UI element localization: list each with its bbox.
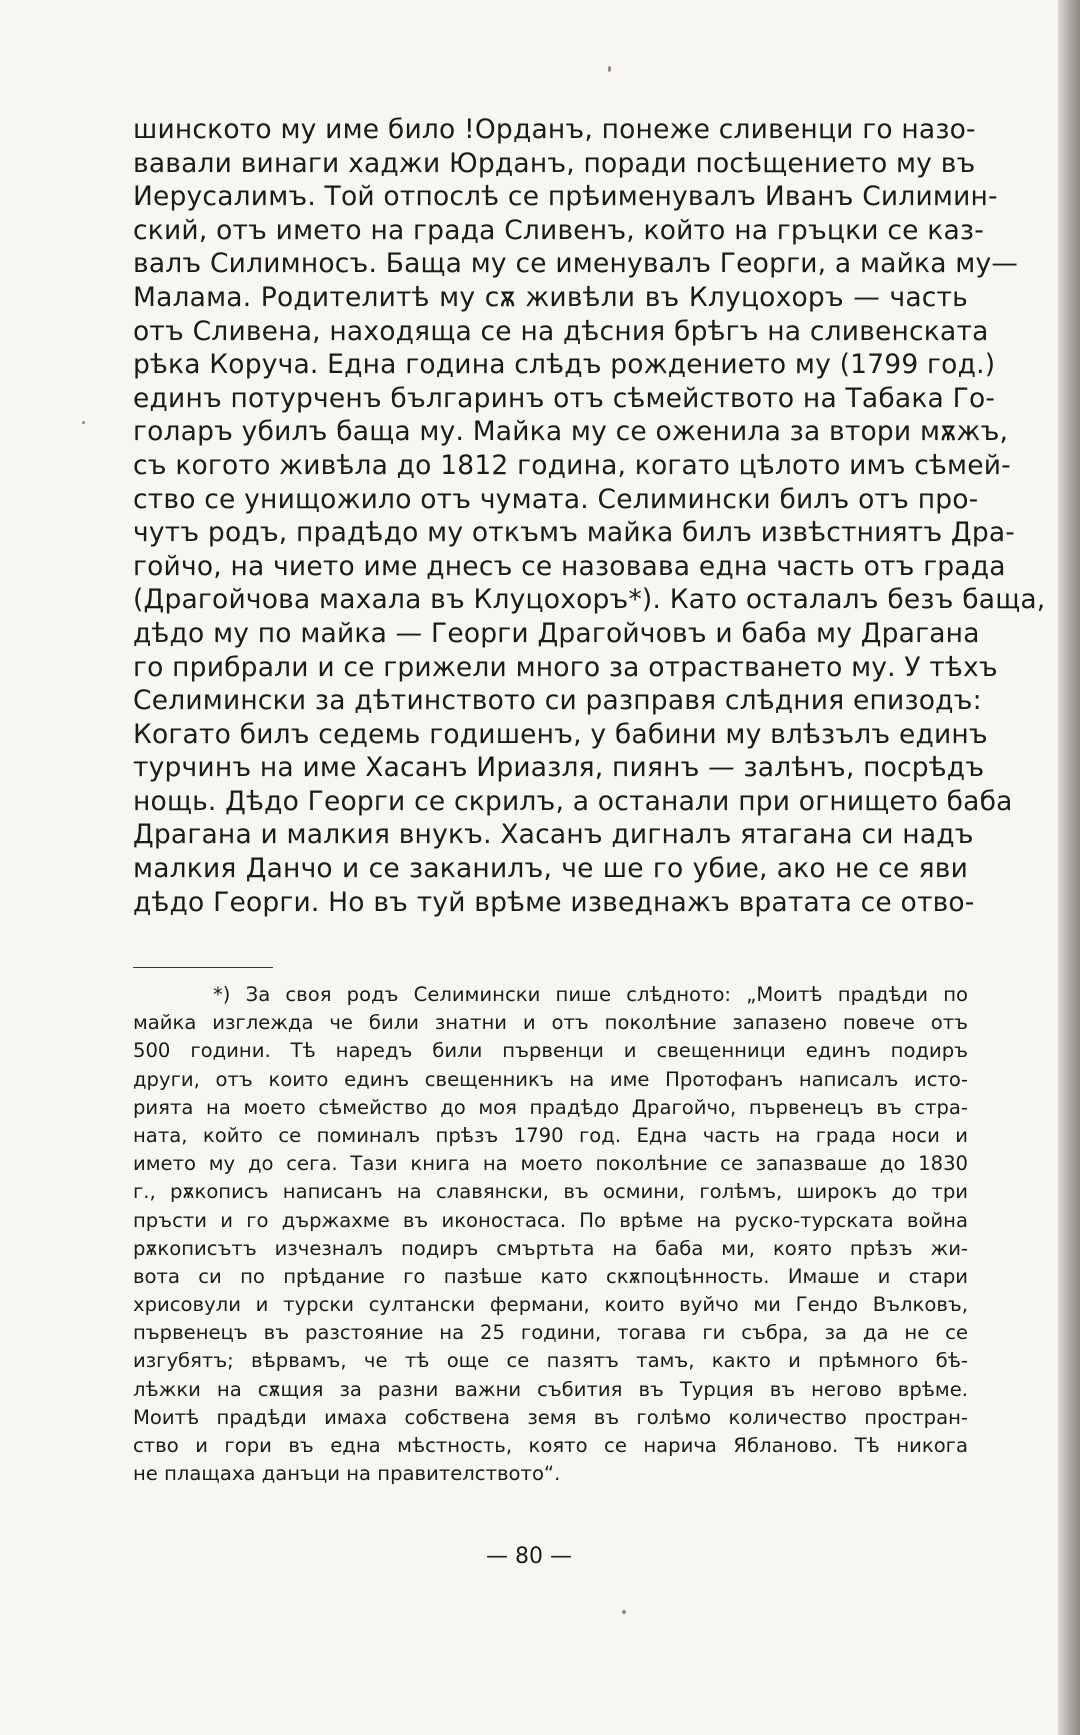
footnote-line: ство и гори въ една мѣстность, която се нарича Ябланово. Тѣ никога (133, 1434, 968, 1457)
text-line: валъ Силимносъ. Баща му се именувалъ Георги, а майка му— (133, 248, 1019, 280)
main-text (133, 113, 1046, 919)
footnote-line: не плащаха данъци на правителството“. (133, 1462, 561, 1486)
text-line: нощь. Дѣдо Георги се скрилъ, а останали при огнището баба (133, 785, 1013, 817)
text-line: единъ потурченъ българинъ отъ сѣмейството на Табака Го- (133, 382, 996, 414)
text-line: дѣдо му по майка — Георги Драгойчовъ и баба му Драгана (133, 617, 980, 649)
text-line: голаръ убилъ баща му. Майка му се оженила за втори мѫжъ, (133, 416, 1009, 448)
footnote (133, 981, 968, 1488)
text-line: го прибрали и се грижели много за отрастването му. У тѣхъ (133, 651, 998, 683)
text-line: шинското му име било !Орданъ, понеже сливенци го назо- (133, 114, 976, 145)
footnote-line: *) За своя родъ Селимински пише слѣдното: „Моитѣ прадѣди по (213, 983, 968, 1006)
footnote-line: изгубятъ; вѣрвамъ, че тѣ още се пазятъ тамъ, както и прѣмного бѣ- (133, 1349, 968, 1373)
text-line: Драгана и малкия внукъ. Хасанъ дигналъ ятагана си надъ (133, 819, 974, 851)
text-line: отъ Сливена, находяща се на дѣсния брѣгъ на сливенската (133, 315, 989, 347)
footnote-line: лѣжки на сѫщия за разни важни събития въ Турция въ негово врѣме. (133, 1377, 968, 1401)
paper-speck (622, 1610, 626, 1614)
footnote-line: рѫкописътъ изчезналъ подиръ смъртьта на баба ми, която прѣзъ жи- (133, 1236, 968, 1260)
text-line: Иерусалимъ. Той отпослѣ се прѣименувалъ Иванъ Силимин- (133, 181, 998, 213)
footnote-line: рията на моето сѣмейство до моя прадѣдо Драгойчо, първенецъ въ стра- (133, 1095, 968, 1119)
footnote-line: г., рѫкописъ написанъ на славянски, въ осмини, голѣмъ, широкъ до три (133, 1180, 968, 1204)
text-line: (Драгойчова махала въ Клуцохоръ*). Като осталалъ безъ баща, (133, 584, 1046, 616)
footnote-line: Моитѣ прадѣди имаха собствена земя въ голѣмо количество простран- (133, 1405, 968, 1429)
text-line: рѣка Коруча. Една година слѣдъ рождението му (1799 год.) (133, 349, 996, 381)
text-line: Когато билъ седемь годишенъ, у бабини му влѣзълъ единъ (133, 718, 988, 750)
footnote-line: 500 години. Тѣ наредъ били първенци и свещенници единъ подиръ (133, 1039, 968, 1063)
text-line: вавали винаги хаджи Юрданъ, поради посѣщението му въ (133, 147, 976, 179)
text-line: гойчо, на чието име днесъ се назовава една часть отъ града (133, 550, 1006, 582)
text-line: турчинъ на име Хасанъ Ириазля, пиянъ — залѣнъ, посрѣдъ (133, 752, 985, 784)
text-line: малкия Данчо и се заканилъ, че ше го убие, ако не се яви (133, 853, 968, 885)
footnote-divider (133, 967, 273, 968)
text-line: Малама. Родителитѣ му сѫ живѣли въ Клуцохоръ — часть (133, 281, 968, 313)
footnote-line: други, отъ които единъ свещенникъ на име Протофанъ написалъ исто- (133, 1067, 968, 1091)
text-line: дѣдо Георги. Но въ туй врѣме изведнажъ вратата се отво- (133, 886, 975, 918)
footnote-line: първенецъ въ разстояние на 25 години, тогава ги събра, за да не се (133, 1321, 968, 1345)
footnote-line: майка изглежда че били знатни и отъ поколѣние запазено повече отъ (133, 1011, 968, 1035)
page-number: — 80 — (486, 1544, 572, 1569)
paper-speck (608, 66, 611, 72)
text-line: ство се унищожило отъ чумата. Селимински билъ отъ про- (133, 483, 979, 515)
footnote-line: ната, който се поминалъ прѣзъ 1790 год. Една часть на града носи и (133, 1123, 968, 1147)
footnote-line: хрисовули и турски султански фермани, които вуйчо ми Гендо Вълковъ, (133, 1293, 968, 1317)
footnote-line: името му до сега. Тази книга на моето поколѣние се запазваше до 1830 (133, 1152, 968, 1176)
page-edge-shadow (1058, 0, 1080, 1735)
text-line: Селимински за дѣтинството си разправя слѣдния епизодъ: (133, 685, 982, 717)
footnote-line: пръсти и го държахме въ иконостаса. По врѣме на руско-турската война (133, 1208, 968, 1232)
text-line: съ когото живѣла до 1812 година, когато цѣлото имъ сѣмей- (133, 449, 1011, 481)
text-line: чутъ родъ, прадѣдо му откъмъ майка билъ извѣстниятъ Дра- (133, 517, 1016, 549)
text-line: ский, отъ името на града Сливенъ, който на гръцки се каз- (133, 214, 984, 246)
footnote-line: вота си по прѣдание го пазѣше като скѫпоцѣнность. Имаше и стари (133, 1264, 968, 1288)
paper-speck (82, 421, 85, 424)
